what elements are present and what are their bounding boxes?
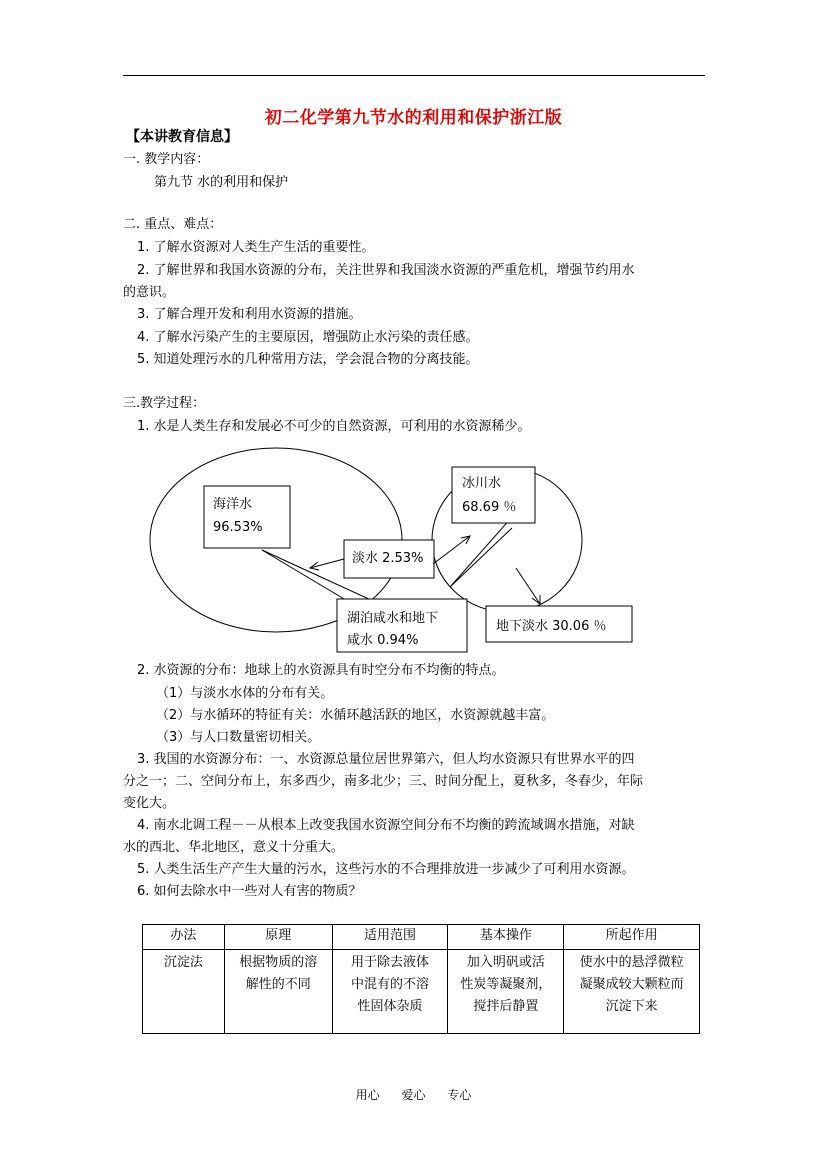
table-row — [143, 950, 700, 1034]
section2-item: 1. 了解水资源对人类生产生活的重要性。 — [137, 240, 375, 255]
section2-item: 5. 知道处理污水的几种常用方法，学会混合物的分离技能。 — [137, 352, 479, 367]
section3-item4: 水的西北、华北地区，意义十分重大。 — [123, 840, 345, 855]
ocean-label: 海洋水 — [213, 497, 253, 512]
table-cell-principle: 根据物质的溶 解性的不同 — [224, 950, 332, 1034]
table-header-cell: 基本操作 — [448, 925, 564, 950]
fresh-label: 淡水 2.53% — [352, 551, 424, 566]
section3-item3: 变化大。 — [123, 796, 176, 811]
section1-content: 第九节 水的利用和保护 — [154, 175, 289, 190]
table-header-cell: 原理 — [224, 925, 332, 950]
section3-item4: 4. 南水北调工程－－从根本上改变我国水资源空间分布不均衡的跨流域调水措施，对缺 — [137, 818, 635, 833]
section3-item2-sub: （3）与人口数量密切相关。 — [156, 730, 321, 745]
salt-lake-line2: 咸水 0.94% — [347, 633, 419, 648]
table-header-row — [143, 925, 700, 950]
section3-item2: 2. 水资源的分布：地球上的水资源具有时空分布不均衡的特点。 — [137, 663, 505, 678]
section3-item2-sub: （1）与淡水水体的分布有关。 — [156, 686, 334, 701]
table-cell-effect: 使水中的悬浮微粒 凝聚成较大颗粒而 沉淀下来 — [564, 950, 700, 1034]
section2-item: 2. 了解世界和我国水资源的分布，关注世界和我国淡水资源的严重危机，增强节约用水 — [137, 263, 635, 278]
table-header-cell: 所起作用 — [564, 925, 700, 950]
groundwater-label: 地下淡水 30.06 ％ — [496, 619, 607, 634]
section2-heading: 二. 重点、难点： — [123, 217, 223, 232]
section2-item: 3. 了解合理开发和利用水资源的措施。 — [137, 307, 362, 322]
section3-item1: 1. 水是人类生存和发展必不可少的自然资源，可利用的水资源稀少。 — [137, 419, 531, 434]
section1-heading: 一. 教学内容： — [123, 152, 210, 167]
ocean-value: 96.53% — [213, 520, 263, 535]
section3-heading: 三.教学过程： — [123, 396, 206, 411]
section3-item6: 6. 如何去除水中一些对人有害的物质？ — [137, 884, 362, 899]
header-rule — [123, 75, 705, 76]
table-cell-method: 沉淀法 — [143, 950, 225, 1034]
glacier-value: 68.69 ％ — [462, 500, 517, 515]
info-heading: 【本讲教育信息】 — [126, 129, 238, 145]
page-footer: 用心 爱心 专心 — [355, 1088, 472, 1102]
salt-lake-line1: 湖泊咸水和地下 — [347, 611, 439, 626]
table-header-cell: 办法 — [143, 925, 225, 950]
table-header-cell: 适用范围 — [332, 925, 448, 950]
page-title: 初二化学第九节水的利用和保护浙江版 — [264, 108, 563, 128]
glacier-label: 冰川水 — [462, 476, 502, 491]
section3-item3: 分之一；二、空间分布上，东多西少，南多北少；三、时间分配上，夏秋多，冬春少，年际 — [123, 774, 644, 789]
section3-item5: 5. 人类生活生产产生大量的污水，这些污水的不合理排放进一步减少了可利用水资源。 — [137, 862, 635, 877]
table-cell-scope: 用于除去液体 中混有的不溶 性固体杂质 — [332, 950, 448, 1034]
ocean-box — [204, 486, 290, 548]
section2-item: 的意识。 — [123, 285, 176, 300]
table-cell-operation: 加入明矾或活 性炭等凝聚剂， 搅拌后静置 — [448, 950, 564, 1034]
water-treatment-table — [142, 924, 700, 1034]
section3-item3: 3. 我国的水资源分布：一、水资源总量位居世界第六，但人均水资源只有世界水平的四 — [137, 752, 635, 767]
section3-item2-sub: （2）与水循环的特征有关：水循环越活跃的地区，水资源就越丰富。 — [156, 708, 555, 723]
water-distribution-diagram — [140, 440, 607, 658]
section2-item: 4. 了解水污染产生的主要原因，增强防止水污染的责任感。 — [137, 330, 479, 345]
